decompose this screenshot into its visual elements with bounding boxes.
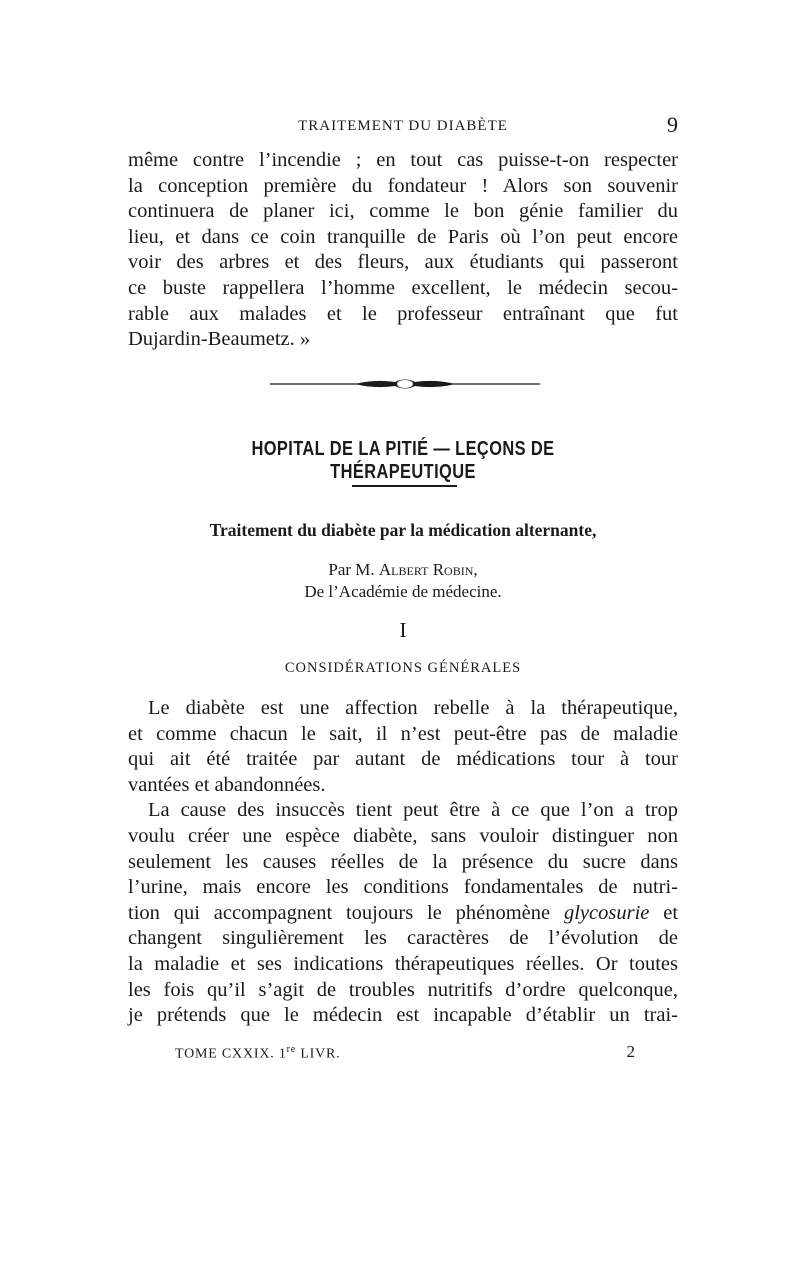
text-line: qui ait été traitée par autant de médications tour à tour [128, 748, 678, 771]
livraison-label: LIVR. [296, 1046, 341, 1062]
text-line: continuera de planer ici, comme le bon génie familier du [128, 200, 678, 223]
text-line: ce buste rappellera l’homme excellent, le médecin secou- [128, 276, 678, 299]
text-line: lieu, et dans ce coin tranquille de Paris où l’on peut encore [128, 225, 678, 248]
page-number: 9 [667, 112, 678, 137]
byline-prefix: Par M. [328, 560, 375, 579]
text-line: La cause des insuccès tient peut être à ce que l’on a trop [148, 799, 678, 822]
text-line: seulement les causes réelles de la présence du sucre dans [128, 850, 678, 873]
author-name: Albert Robin, [378, 560, 478, 579]
text-line: la maladie et ses indications thérapeutiques réelles. Or toutes [128, 952, 678, 975]
text-line: voulu créer une espèce diabète, sans vouloir distinguer non [128, 824, 678, 847]
divider [352, 485, 457, 487]
subheading: CONSIDÉRATIONS GÉNÉRALES [284, 660, 522, 676]
text-line-with-italic [128, 901, 678, 927]
text-line: Le diabète est une affection rebelle à la thérapeutique, [148, 697, 678, 719]
text-line: la conception première du fondateur ! Alors son souvenir [128, 174, 678, 197]
italic-term: glycosurie [563, 901, 650, 924]
text-line: changent singulièrement les caractères de l’évolution de [128, 927, 678, 950]
volume-label: TOME CXXIX. 1 [175, 1046, 287, 1062]
text-line: Dujardin-Beaumetz. » [128, 328, 311, 351]
author-affiliation: De l’Académie de médecine. [304, 582, 502, 601]
text-line: et comme chacun le sait, il n’est peut-être pas de maladie [128, 722, 678, 745]
paragraph-closing-quote [128, 148, 678, 353]
page-footer [175, 1044, 635, 1063]
text-segment: tion qui accompagnent toujours le phénomène [128, 901, 551, 924]
section-title: HOPITAL DE LA PITIÉ — LEÇONS DE THÉRAPEUTIQUE [251, 438, 555, 483]
ordinal-superscript: re [286, 1044, 297, 1055]
text-line: les fois qu’il s’agit de troubles nutritifs d’ordre quelconque, [128, 978, 678, 1001]
signature-mark: 2 [626, 1042, 635, 1061]
byline [128, 560, 678, 580]
running-title: TRAITEMENT DU DIABÈTE [298, 118, 508, 134]
ornamental-rule [270, 376, 540, 392]
part-number: I [399, 618, 407, 642]
article-title: Traitement du diabète par la médication alternante, [209, 520, 597, 540]
page-header [128, 110, 678, 142]
text-line: l’urine, mais encore les conditions fondamentales de nutri- [128, 876, 678, 899]
text-line: je prétends que le médecin est incapable d’établir un trai- [128, 1004, 678, 1027]
article-body [128, 696, 678, 1029]
text-line: même contre l’incendie ; en tout cas puisse-t-on respecter [128, 149, 678, 171]
text-line: vantées et abandonnées. [128, 773, 326, 796]
text-line: rable aux malades et le professeur entraînant que fut [128, 302, 678, 325]
text-segment: et [663, 901, 679, 924]
text-line: voir des arbres et des fleurs, aux étudiants qui passeront [128, 251, 678, 274]
